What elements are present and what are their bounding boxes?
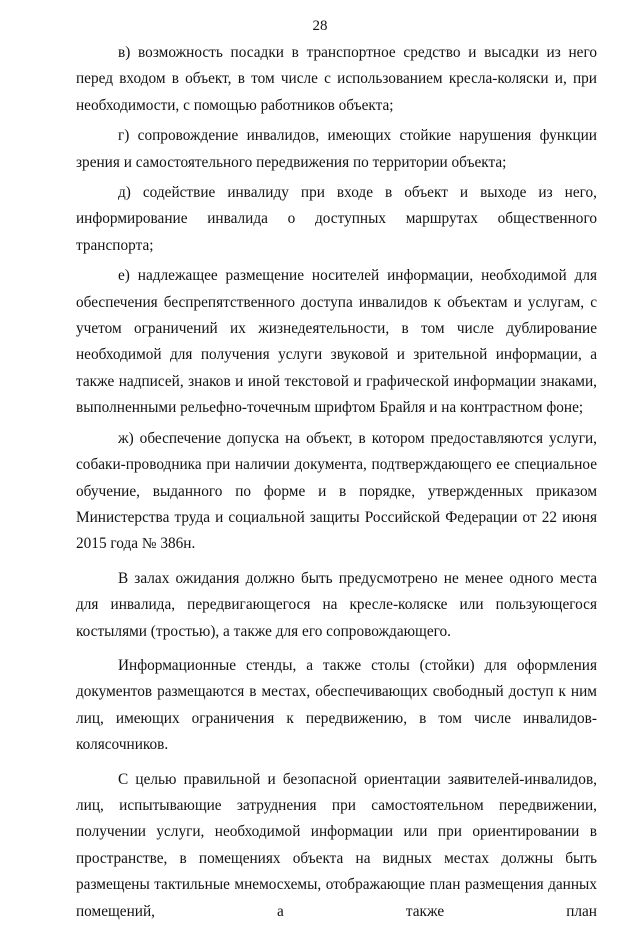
paragraph-info-stands: Информационные стенды, а также столы (стойки) для оформления документов размещаются в местах, обеспечивающих свободный доступ к ним лиц, имеющих ограничения к передвижению, в том числе инвалидов-колясочников.	[76, 656, 597, 754]
paragraph-item-e: е) надлежащее размещение носителей информации, необходимой для обеспечения беспрепятственного доступа инвалидов к объектам и услугам, с учетом ограничений их жизнедеятельности, в том числе дублирование необходимой для получения услуги звуковой и зрительной информации, а также надписей, знаков и иной текстовой и графической информации знаками, выполненными рельефно-точечным шрифтом Брайля и на контрастном фоне;	[76, 267, 597, 417]
paragraph-waiting-rooms: В залах ожидания должно быть предусмотрено не менее одного места для инвалида, передвигающегося на кресле-коляске или пользующегося костылями (тростью), а также для его сопровождающего.	[76, 569, 597, 640]
paragraph-item-g: г) сопровождение инвалидов, имеющих стойкие нарушения функции зрения и самостоятельного передвижения по территории объекта;	[76, 127, 597, 171]
paragraph-tactile-schemes: С целью правильной и безопасной ориентации заявителей-инвалидов, лиц, испытывающие затруднения при самостоятельном передвижении, получении услуги, необходимой информации или при ориентировании в пространстве, в помещениях объекта на видных местах должны быть размещены тактильные мнемосхемы, отображающие план размещения данных помещений, а также план	[76, 770, 597, 920]
page-number: 28	[312, 18, 328, 34]
paragraph-item-d: д) содействие инвалиду при входе в объект и выходе из него, информирование инвалида о доступных маршрутах общественного транспорта;	[76, 184, 597, 254]
document-body	[76, 40, 597, 929]
paragraph-item-zh: ж) обеспечение допуска на объект, в котором предоставляются услуги, собаки-проводника при наличии документа, подтверждающего ее специальное обучение, выданного по форме и в порядке, утвержденных приказом Министерства труда и социальной защиты Российской Федерации от 22 июня 2015 года № 386н.	[76, 429, 597, 553]
paragraph-item-v: в) возможность посадки в транспортное средство и высадки из него перед входом в объект, в том числе с использованием кресла-коляски и, при необходимости, с помощью работников объекта;	[76, 44, 597, 114]
